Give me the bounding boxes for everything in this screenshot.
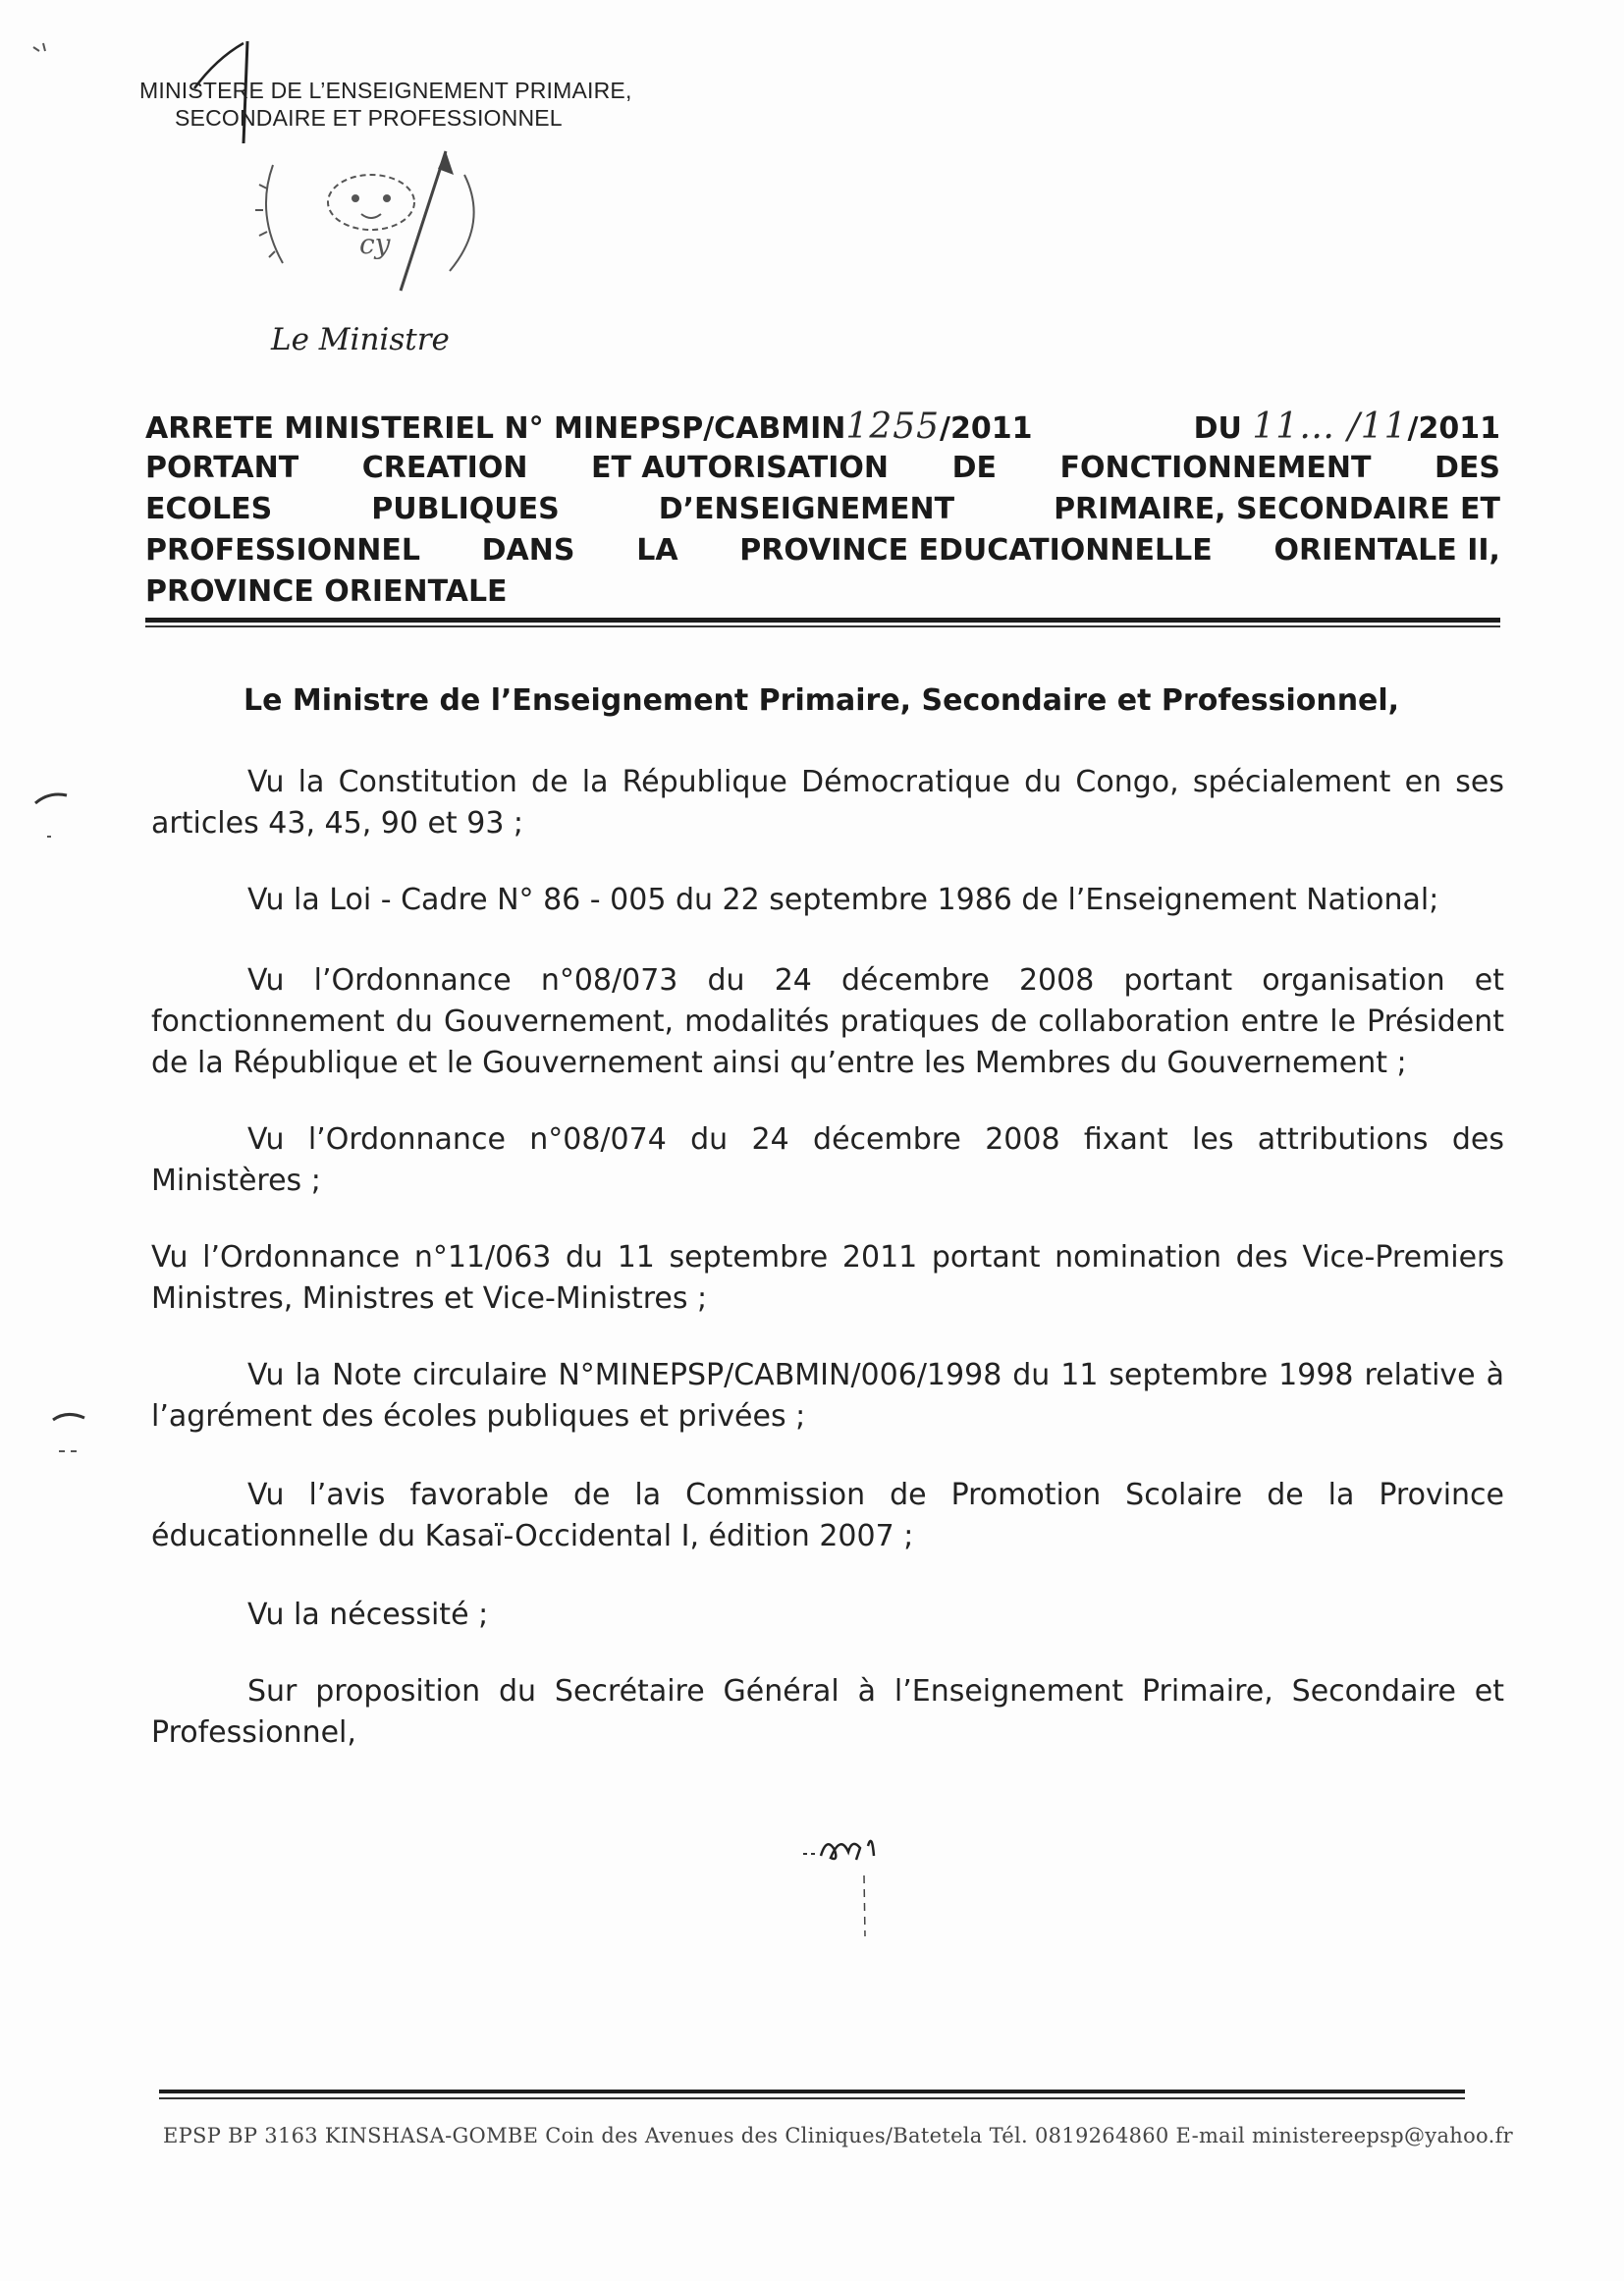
paragraph-ordonnance-063: Vu l’Ordonnance n°11/063 du 11 septembre 2011 portant nomination des Vice-Premiers Ministres, Ministres et Vice-Ministres ;	[151, 1240, 1504, 1316]
ministry-name-line-2: SECONDAIRE ET PROFESSIONNEL	[175, 105, 563, 131]
decree-title-word: PRIMAIRE, SECONDAIRE ET	[1054, 492, 1500, 526]
svg-text:cy: cy	[359, 228, 391, 260]
decree-prefix: ARRETE MINISTERIEL N° MINEPSP/CABMIN	[145, 411, 846, 446]
decree-date-prefix: DU	[1193, 411, 1242, 446]
decree-title-line	[145, 530, 1500, 571]
decree-title-word: CREATION	[361, 451, 528, 485]
footer-contact-info: EPSP BP 3163 KINSHASA-GOMBE Coin des Avenues des Cliniques/Batetela Tél. 0819264860 E-mail ministereepsp@yahoo.fr	[163, 2124, 1513, 2147]
decree-number-handwritten: 1255	[845, 407, 941, 447]
decree-title-word: LA	[636, 533, 678, 568]
decree-year: /2011	[940, 411, 1033, 446]
paragraph-ordonnance-074: Vu l’Ordonnance n°08/074 du 24 décembre 2008 fixant les attributions des Ministères ;	[151, 1122, 1504, 1198]
decree-title-word: PROVINCE EDUCATIONNELLE	[739, 533, 1213, 568]
decree-title-last-line: PROVINCE ORIENTALE	[145, 574, 508, 609]
decree-title-word: D’ENSEIGNEMENT	[658, 492, 955, 526]
decree-reference-line	[145, 407, 1500, 448]
decree-title-word: ET AUTORISATION	[591, 451, 890, 485]
scan-mark-icon	[49, 1406, 88, 1465]
decree-title-word: PROFESSIONNEL	[145, 533, 420, 568]
decree-title-word: FONCTIONNEMENT	[1059, 451, 1372, 485]
paragraph-ordonnance-073: Vu l’Ordonnance n°08/073 du 24 décembre 2008 portant organisation et fonctionnement du Gouvernement, modalités pratiques de collaboration entre le Président de la République et le Gouvernement ainsi qu’entre les Membres du Gouvernement ;	[151, 963, 1504, 1080]
decree-title-word: ORIENTALE II,	[1273, 533, 1500, 568]
decree-title-word: DES	[1434, 451, 1500, 485]
decree-title-line	[145, 489, 1500, 530]
decree-title-line	[145, 448, 1500, 489]
ministry-name-line-1: MINISTERE DE L’ENSEIGNEMENT PRIMAIRE,	[139, 78, 632, 103]
paragraph-proposition: Sur proposition du Secrétaire Général à l’Enseignement Primaire, Secondaire et Professionnel,	[151, 1674, 1504, 1750]
paragraph-loi-cadre: Vu la Loi - Cadre N° 86 - 005 du 22 septembre 1986 de l’Enseignement National;	[247, 883, 1439, 917]
decree-title-word: DANS	[481, 533, 575, 568]
title-divider	[145, 618, 1500, 627]
decree-title-lines	[145, 448, 1500, 571]
decree-date-handwritten: 11… /11	[1252, 407, 1408, 447]
decree-date-group	[1194, 407, 1500, 450]
decree-number-group	[145, 407, 1033, 450]
decree-title-block	[145, 407, 1500, 613]
paragraph-constitution: Vu la Constitution de la République Démocratique du Congo, spécialement en ses articles 43, 45, 90 et 93 ;	[151, 765, 1504, 841]
minister-title: Le Ministre	[271, 322, 450, 357]
paragraph-necessite: Vu la nécessité ;	[247, 1598, 489, 1632]
coat-of-arms-icon	[253, 145, 499, 293]
paragraph-note-circulaire: Vu la Note circulaire N°MINEPSP/CABMIN/006/1998 du 11 septembre 1998 relative à l’agrément des écoles publiques et privées ;	[151, 1358, 1504, 1434]
scan-mark-icon	[29, 39, 59, 59]
body-heading: Le Ministre de l’Enseignement Primaire, Secondaire et Professionnel,	[244, 683, 1400, 718]
handwritten-stroke-icon	[187, 37, 275, 145]
initials-signature-icon	[795, 1826, 903, 1944]
scan-mark-icon	[29, 784, 73, 842]
decree-title-word: PORTANT	[145, 451, 299, 485]
footer-divider	[159, 2090, 1465, 2099]
decree-title-word: ECOLES	[145, 492, 273, 526]
paragraph-avis-favorable: Vu l’avis favorable de la Commission de Promotion Scolaire de la Province éducationnelle du Kasaï-Occidental I, édition 2007 ;	[151, 1478, 1504, 1553]
decree-date-year: /2011	[1407, 411, 1500, 446]
decree-title-word: DE	[951, 451, 997, 485]
decree-title-word: PUBLIQUES	[371, 492, 560, 526]
